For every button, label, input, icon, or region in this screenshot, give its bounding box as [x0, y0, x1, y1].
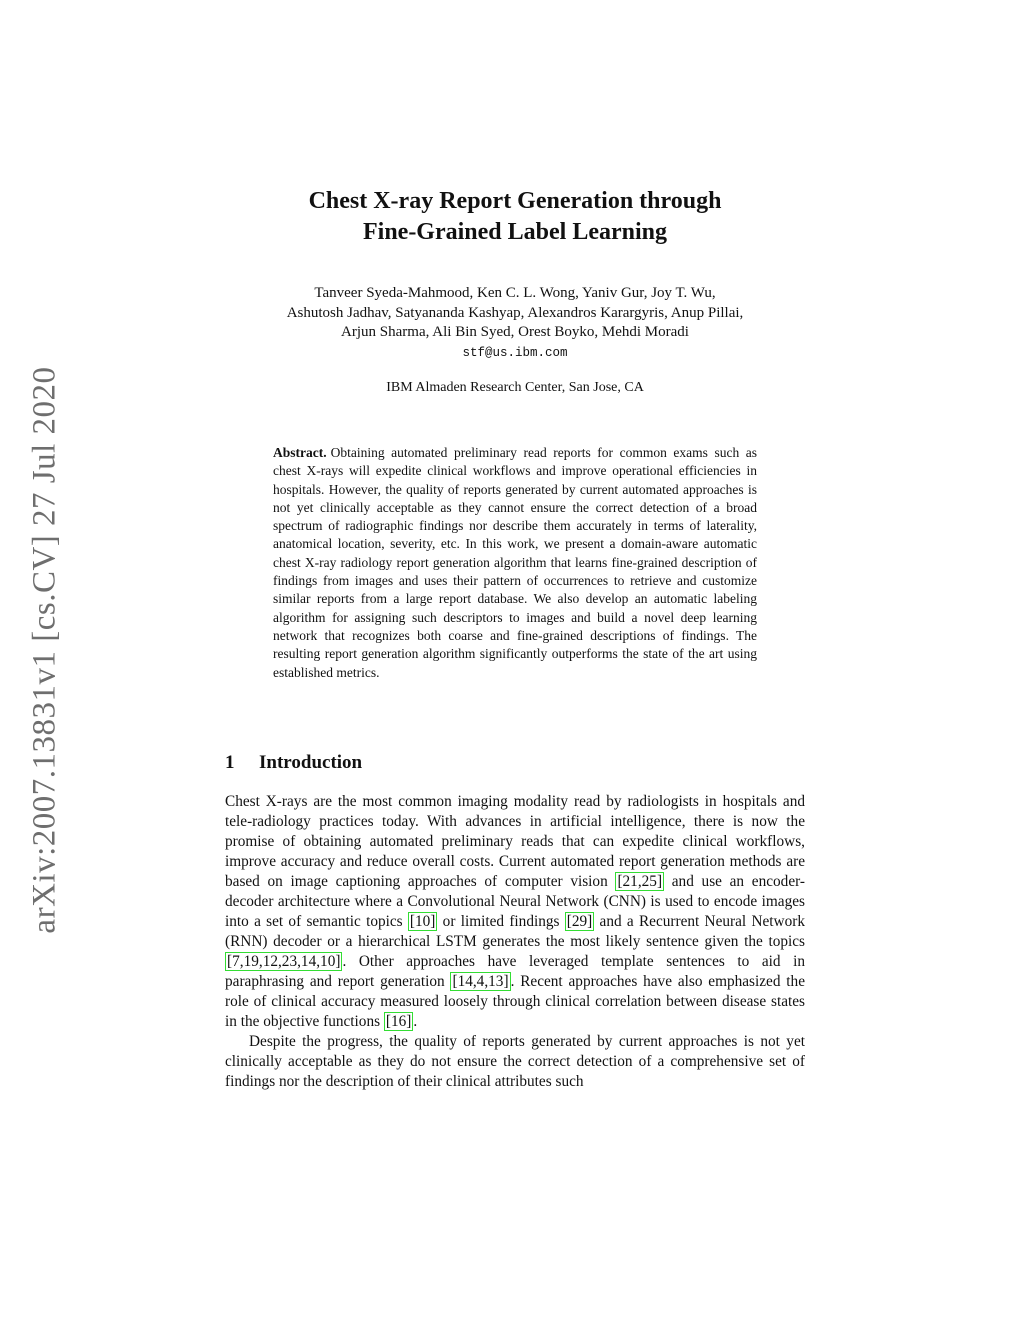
- intro-text: or limited findings: [437, 913, 565, 930]
- intro-paragraph-1: [225, 792, 805, 1032]
- paper-title: [225, 186, 805, 248]
- citation-link[interactable]: [16]: [385, 1013, 412, 1030]
- abstract-label: Abstract.: [273, 445, 327, 460]
- section-title: Introduction: [259, 752, 363, 773]
- author-list: [225, 284, 805, 343]
- author-line-2: Ashutosh Jadhav, Satyananda Kashyap, Alexandros Karargyris, Anup Pillai,: [286, 304, 744, 321]
- intro-text: . Recent approaches have also emphasized the role of clinical accuracy measured loosely through clinical correlation between disease states in the objective functions: [225, 973, 806, 1030]
- intro-paragraph-2: Despite the progress, the quality of reports generated by current approaches is not yet clinically acceptable as they do not ensure the correct detection of a comprehensive set of findings nor the description of their clinical attributes such: [225, 1033, 805, 1090]
- introduction-body: [225, 792, 805, 1092]
- abstract-text: Obtaining automated preliminary read reports for common exams such as chest X-rays will expedite clinical workflows and improve operational efficiencies in hospitals. However, the quality of reports generated by current automated approaches is not yet clinically acceptable as they cannot ensure the correct detection of a broad spectrum of radiographic findings nor describe them accurately in terms of laterality, anatomical location, severity, etc. In this work, we present a domain-aware automatic chest X-ray radiology report generation algorithm that learns fine-grained description of findings from images and uses their pattern of occurrences to retrieve and customize similar reports from a large report database. We also develop an automatic labeling algorithm for assigning such descriptors to images and build a novel deep learning network that recognizes both coarse and fine-grained descriptions of findings. The resulting report generation algorithm significantly outperforms the state of the art using established metrics.: [273, 445, 757, 680]
- author-line-1: Tanveer Syeda-Mahmood, Ken C. L. Wong, Yaniv Gur, Joy T. Wu,: [314, 285, 716, 301]
- title-line-1: Chest X-ray Report Generation through: [308, 188, 722, 214]
- citation-link[interactable]: [10]: [409, 913, 436, 930]
- intro-text: and a Recurrent Neural Network (RNN) decoder or a hierarchical LSTM generates the most likely sentence given the topics: [225, 913, 805, 950]
- citation-link[interactable]: [7,19,12,23,14,10]: [227, 953, 341, 970]
- affiliation: IBM Almaden Research Center, San Jose, CA: [386, 380, 644, 395]
- citation-link[interactable]: [14,4,13]: [452, 973, 509, 990]
- author-line-3: Arjun Sharma, Ali Bin Syed, Orest Boyko, Mehdi Moradi: [341, 324, 689, 340]
- intro-text: .: [413, 1013, 418, 1030]
- section-number: 1: [225, 752, 235, 773]
- contact-email: stf@us.ibm.com: [462, 346, 568, 360]
- intro-text: and use an encoder-decoder architecture where a Convolutional Neural Network (CNN) is used to encode images into a set of semantic topics: [225, 873, 805, 930]
- intro-text: . Other approaches have leveraged template sentences to aid in paraphrasing and report generation: [225, 953, 805, 990]
- intro-text: Chest X-rays are the most common imaging modality read by radiologists in hospitals and tele-radiology practices today. With advances in artificial intelligence, there is now the promise of obtaining automated preliminary reads that can expedite clinical workflows, improve accuracy and reduce overall costs. Current automated report generation methods are based on image captioning approaches of computer vision: [225, 793, 805, 890]
- citation-link[interactable]: [29]: [566, 913, 593, 930]
- title-line-2: Fine-Grained Label Learning: [362, 219, 667, 245]
- arxiv-identifier-stamp: arXiv:2007.13831v1 [cs.CV] 27 Jul 2020: [26, 366, 63, 934]
- citation-link[interactable]: [21,25]: [617, 873, 663, 890]
- abstract: [273, 444, 757, 682]
- section-heading-introduction: [225, 752, 805, 774]
